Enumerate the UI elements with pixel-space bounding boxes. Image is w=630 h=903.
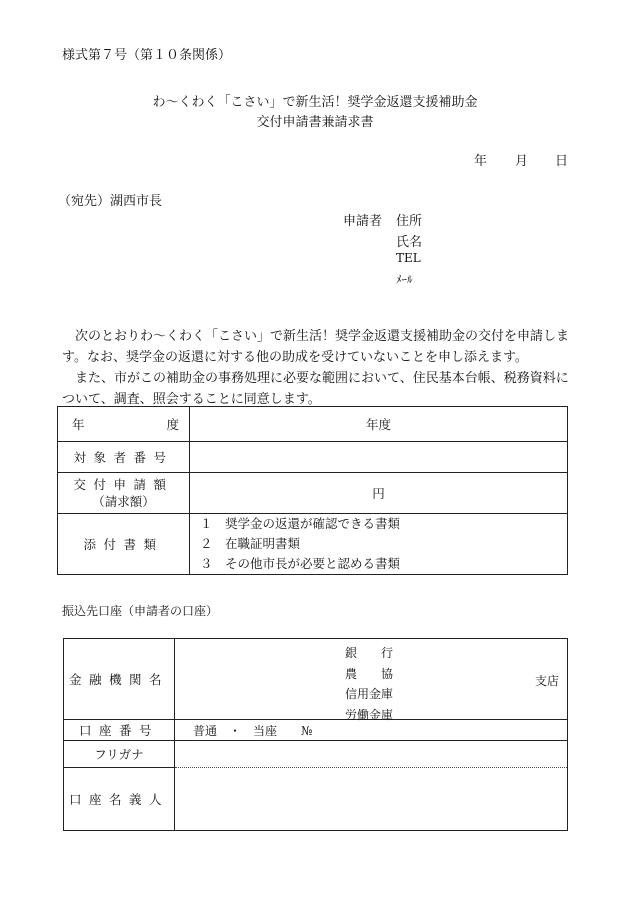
date-year-label: 年 (474, 154, 488, 169)
body-paragraph-1: 次のとおりわ〜くわく「こさい」で新生活！奨学金返還支援補助金の交付を申請します。なお、奨学金の返還に対する他の助成を受けていないことを申し添えます。 (62, 329, 570, 365)
table-row (58, 442, 568, 473)
account-no-label-cell (64, 720, 175, 741)
table-row (64, 768, 568, 831)
furigana-value-cell[interactable] (175, 741, 568, 768)
bank-type-rokin: 労働金庫 (345, 707, 394, 722)
form-number: 様式第７号（第１０条関係） (62, 48, 232, 63)
table-row (64, 720, 568, 741)
institution-label: 金融機関名 (68, 672, 169, 687)
account-types: 普通 ・ 当座 № (193, 723, 313, 738)
amount-value-cell[interactable] (190, 473, 568, 514)
date-day-label: 日 (555, 154, 569, 169)
applicant-label: 申請者 (343, 214, 383, 229)
holder-label: 口座名義人 (68, 792, 169, 807)
attach-label: 添付書類 (83, 537, 164, 552)
holder-value-cell[interactable] (175, 768, 568, 831)
nendo-value: 年度 (365, 417, 391, 432)
body-paragraph-2: また、市がこの補助金の事務処理に必要な範囲において、住民基本台帳、税務資料について、調査、照会することに同意します。 (62, 371, 569, 407)
account-no-label: 口座番号 (78, 723, 159, 738)
amount-sub-label: （請求額） (92, 494, 155, 509)
bank-account-table (63, 638, 568, 831)
date-month-label: 月 (515, 154, 529, 169)
bank-type-nokyo: 農 協 (345, 666, 394, 681)
form-title-line2: 交付申請書兼請求書 (256, 115, 374, 130)
table-row (64, 741, 568, 768)
attachment-item: １ 奨学金の返還が確認できる書類 (200, 516, 401, 531)
applicant-name-label: 氏名 (396, 235, 423, 250)
applicant-address-label: 住所 (396, 214, 423, 229)
holder-label-cell (64, 768, 175, 831)
institution-label-cell (64, 639, 175, 720)
amount-label-cell (58, 473, 190, 514)
applicant-mail-label: ﾒｰﾙ (396, 273, 413, 286)
addressee: （宛先）湖西市長 (58, 194, 163, 209)
target-no-value-cell[interactable] (190, 442, 568, 473)
table-row (58, 407, 568, 442)
table-row (64, 639, 568, 720)
nendo-value-cell[interactable] (190, 407, 568, 442)
table-row (58, 473, 568, 514)
bank-type-ginko: 銀 行 (345, 646, 394, 660)
nendo-label-2: 度 (166, 417, 179, 432)
furigana-label-cell (64, 741, 175, 768)
attachment-item: ２ 在職証明書類 (200, 536, 301, 551)
attach-label-cell (58, 514, 190, 575)
bank-type-shinkin: 信用金庫 (345, 687, 394, 701)
bank-section-title: 振込先口座（申請者の口座） (62, 604, 219, 618)
branch-label: 支店 (534, 674, 559, 688)
furigana-label: フリガナ (94, 747, 144, 762)
nendo-label-1: 年 (72, 417, 85, 432)
table-row (58, 514, 568, 575)
target-no-label: 対象者番号 (73, 450, 174, 465)
attachment-item: ３ その他市長が必要と認める書類 (200, 556, 401, 571)
attachments-cell (190, 514, 568, 575)
nendo-label-cell (58, 407, 190, 442)
amount-label: 交付申請額 (73, 477, 174, 492)
applicant-tel-label: TEL (396, 251, 421, 265)
form-title-line1: わ〜くわく「こさい」で新生活！奨学金返還支援補助金 (152, 95, 478, 110)
target-no-label-cell (58, 442, 190, 473)
institution-value-cell[interactable] (175, 639, 568, 720)
amount-unit: 円 (372, 486, 385, 501)
application-table (57, 406, 568, 575)
